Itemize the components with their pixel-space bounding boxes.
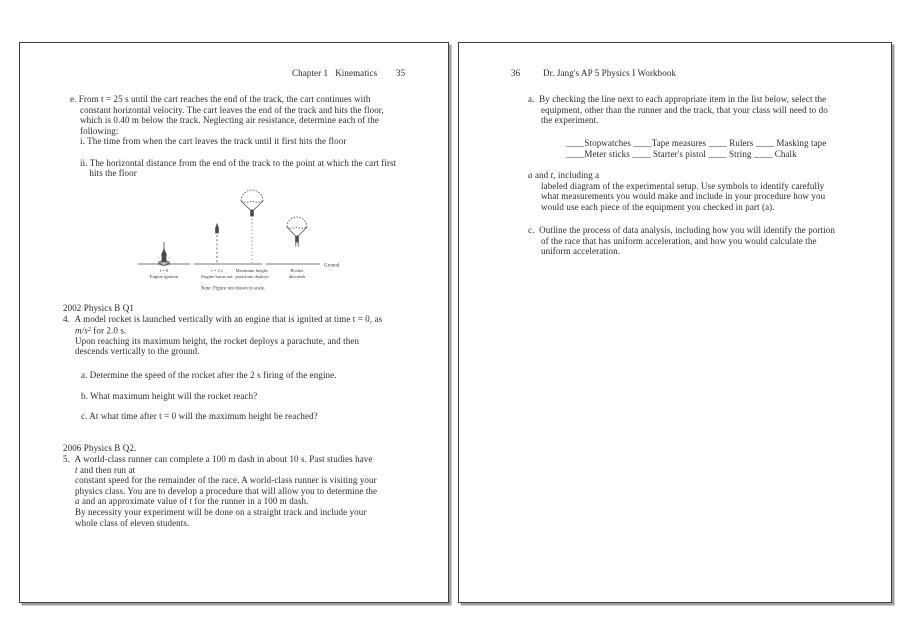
parachute-deploy-icon [241,190,263,263]
workbook-page-36 [458,42,892,603]
ground-label: Ground [324,263,340,269]
problem-4-paragraph: 4. A model rocket is launched vertically with an engine that is ignited at time t = 0, as $m/s^2$ for 2.0 s. Upon reaching its maximum height, the rocket deploys a parachute, and then descends vertically to the ground. [63,314,383,357]
label-engine-ignition: Engine ignition [149,274,179,279]
page-header-right: Dr. Jang's AP 5 Physics I Workbook [543,68,677,78]
label-t0: t = 0 [159,268,169,273]
label-engine-burnout: Engine burns out [201,274,233,279]
rocket-figure-svg [138,184,438,296]
problem-4c: c. At what time after t = 0 will the maximum height be reached? [81,411,318,421]
workbook-page-35 [19,42,449,603]
label-max-height: Maximum height; [235,268,269,273]
problem-5-paragraph: 5. A world-class runner can complete a 100 m dash in about 10 s. Past studies have t and then run at constant speed for the remainder of the race. A world-class runner is visiting your physics class. You are to develop a procedure that will allow you to determine the a and an approximate value of t for the runner in a 100 m dash. By necessity your experiment will be done on a straight track and include your whole class of eleven students. [63,454,378,528]
part-a-paragraph: a. By checking the line next to each appropriate item in the list below, select the equipment, other than the runner and the track, that your class will need to do the experiment. [528,94,828,126]
part-b-paragraph: a and t, including a labeled diagram of the experimental setup. Use symbols to identify carefully what measurements you would make and include in your procedure how you would use each piece of the equipment you checked in part (a). [528,170,826,212]
problem-4a: a. Determine the speed of the rocket after the 2 s firing of the engine. [81,370,337,380]
parachute-descend-icon [287,217,307,246]
rocket-ignition-icon [159,242,170,265]
section-heading-2002: 2002 Physics B Q1 [63,303,134,313]
label-t2s: t = 2 s [211,268,223,273]
rocket-launch-figure [138,184,438,296]
label-rocket: Rocket [290,268,304,273]
figure-stage-labels [150,268,306,279]
part-c-paragraph: c. Outline the process of data analysis, including how you will identify the portion of the race that has uniform acceleration, and how you would calculate the uniform acceleration. [528,225,835,257]
equipment-checklist: ____Stopwatches ____Tape measures ____ Rulers ____ Masking tape ____Meter sticks ____ Starter's pistol ____ String ____ Chalk [566,138,827,159]
page-header-left: Chapter 1 Kinematics [292,68,378,78]
page-number-right: 36 [511,68,521,78]
rocket-burnout-icon [216,224,219,263]
problem-e-paragraph: e. From t = 25 s until the cart reaches the end of the track, the cart continues with constant horizontal velocity. The cart leaves the end of the track and hits the floor, which is 0.40 m below the track. Neglecting air resistance, determine each of the following: i. The time from when the cart leaves the track until it first hits the floor ii. The horizontal distance from the end of the track to the point at which the cart first hits the floor [70,94,397,179]
label-parachute-deploys: parachute deploys [235,274,269,279]
page-number-left: 35 [396,68,406,78]
label-descends: descends [288,274,306,279]
problem-4b: b. What maximum height will the rocket reach? [81,391,258,401]
figure-note: Note: Figure not drawn to scale. [200,286,266,292]
section-heading-2006: 2006 Physics B Q2. [63,443,137,453]
